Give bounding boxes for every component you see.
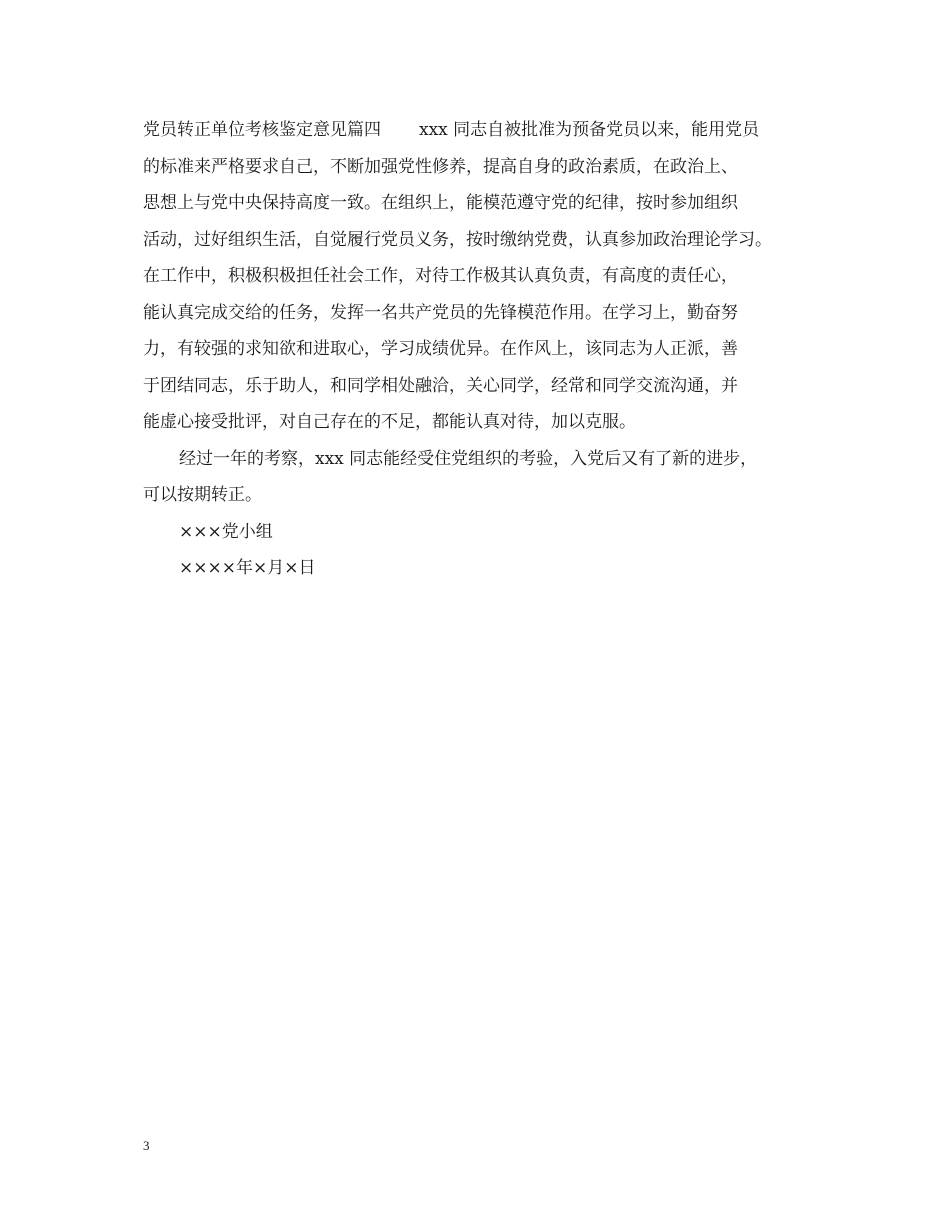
paragraph-line: 思想上与党中央保持高度一致。在组织上，能模范遵守党的纪律，按时参加组织 <box>143 193 738 213</box>
document-content <box>143 112 823 587</box>
paragraph-line: 的标准来严格要求自己，不断加强党性修养，提高自身的政治素质，在政治上、 <box>143 156 738 177</box>
conclusion-paragraph <box>143 441 823 514</box>
paragraph-line: 力，有较强的求知欲和进取心，学习成绩优异。在作风上，该同志为人正派，善 <box>143 339 738 359</box>
page-number: 3 <box>143 1138 150 1153</box>
conclusion-line: 经过一年的考察，xxx 同志能经受住党组织的考验，入党后又有了新的进步， <box>179 448 758 469</box>
paragraph-line: 能认真完成交给的任务，发挥一名共产党员的先锋模范作用。在学习上，勤奋努 <box>143 302 738 323</box>
signature-block <box>143 514 823 587</box>
paragraph-line: 活动，过好组织生活，自觉履行党员义务，按时缴纳党费，认真参加政治理论学习。 <box>143 229 772 250</box>
conclusion-line: 可以按期转正。 <box>143 485 262 505</box>
paragraph-line <box>143 112 823 149</box>
document-heading: 党员转正单位考核鉴定意见篇四 <box>143 120 381 140</box>
paragraph-text: xxx 同志自被批准为预备党员以来，能用党员 <box>419 120 760 140</box>
paragraph-line: 在工作中，积极积极担任社会工作，对待工作极其认真负责，有高度的责任心， <box>143 266 738 286</box>
paragraph-line: 能虚心接受批评，对自己存在的不足，都能认真对待，加以克服。 <box>143 412 636 432</box>
paragraph-line: 于团结同志，乐于助人，和同学相处融洽，关心同学，经常和同学交流沟通，并 <box>143 375 738 396</box>
signature-date: ××××年×月×日 <box>179 558 316 578</box>
main-paragraph <box>143 112 823 441</box>
signature-group: ×××党小组 <box>179 521 273 542</box>
